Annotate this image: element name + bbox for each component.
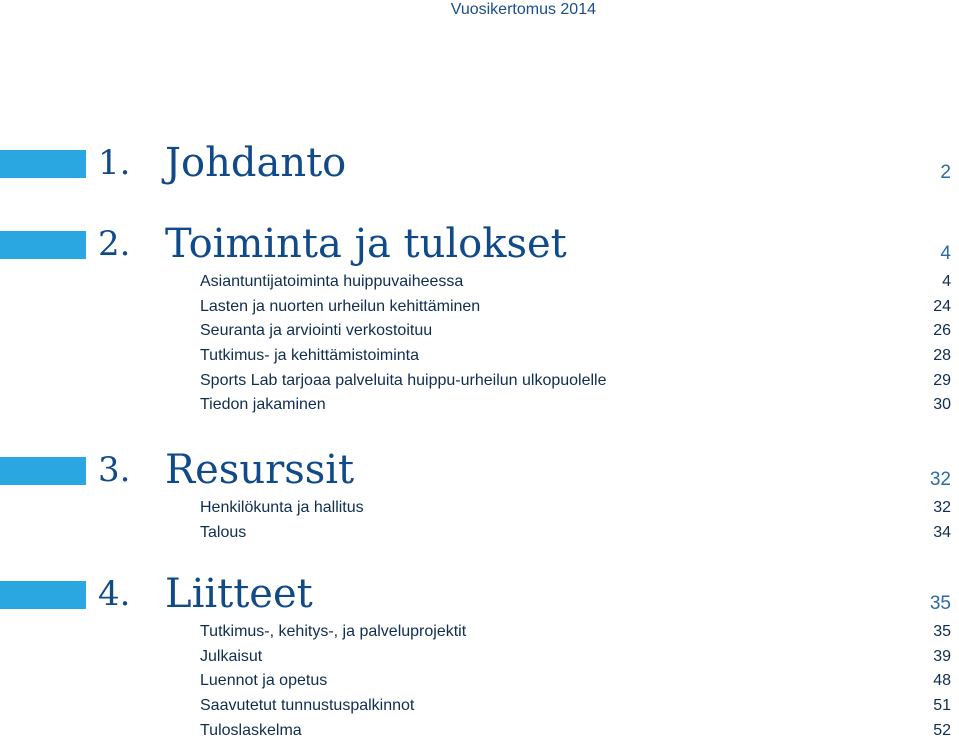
toc-item[interactable] <box>200 620 951 645</box>
toc-item[interactable] <box>200 669 951 694</box>
toc-item[interactable] <box>200 393 951 418</box>
toc-item-label: Henkilökunta ja hallitus <box>200 499 364 516</box>
section-number: 4. <box>98 574 131 614</box>
section-accent-bar <box>0 457 86 485</box>
toc-item-label: Tiedon jakaminen <box>200 396 326 414</box>
toc-subitems-section-4 <box>200 620 951 743</box>
toc-item-page: 26 <box>933 322 951 340</box>
toc-item-page: 28 <box>933 347 951 365</box>
toc-item-label: Tutkimus- ja kehittämistoiminta <box>200 347 420 365</box>
toc-item-page: 39 <box>933 647 951 665</box>
section-page-number: 32 <box>929 469 951 490</box>
toc-item[interactable] <box>200 496 951 521</box>
section-page-number: 4 <box>940 243 951 264</box>
section-number: 2. <box>98 224 131 264</box>
toc-item-page: 48 <box>933 672 951 690</box>
toc-item-label: Saavutetut tunnustuspalkinnot <box>200 697 415 715</box>
toc-item-label: Julkaisut <box>200 647 263 665</box>
section-number: 3. <box>98 450 131 490</box>
toc-item-label: Asiantuntijatoiminta huippuvaiheessa <box>200 273 464 290</box>
section-accent-bar <box>0 150 86 178</box>
toc-item[interactable] <box>200 270 951 295</box>
toc-item[interactable] <box>200 319 951 344</box>
toc-item[interactable] <box>200 645 951 670</box>
toc-item-page: 51 <box>933 697 951 715</box>
section-title[interactable]: Liitteet <box>165 571 313 617</box>
toc-item-page: 52 <box>933 721 951 739</box>
toc-item-page: 32 <box>933 499 951 516</box>
toc-item-label: Lasten ja nuorten urheilun kehittäminen <box>200 297 481 315</box>
section-page-number: 35 <box>929 593 951 614</box>
toc-item[interactable] <box>200 344 951 369</box>
section-accent-bar <box>0 581 86 609</box>
toc-item-page: 4 <box>942 273 951 290</box>
toc-item-label: Sports Lab tarjoaa palveluita huippu-urheilun ulkopuolelle <box>200 371 607 389</box>
toc-item-page: 34 <box>933 523 951 541</box>
toc-item-page: 30 <box>933 396 951 414</box>
report-title: Vuosikertomus 2014 <box>450 1 596 18</box>
toc-item[interactable] <box>200 369 951 394</box>
section-title[interactable]: Johdanto <box>165 140 347 186</box>
section-title[interactable]: Resurssit <box>165 447 355 493</box>
toc-item-page: 24 <box>933 297 951 315</box>
toc-item-label: Luennot ja opetus <box>200 672 328 690</box>
section-number: 1. <box>98 143 131 183</box>
section-page-number: 2 <box>940 162 951 183</box>
toc-item-label: Seuranta ja arviointi verkostoituu <box>200 322 433 340</box>
toc-item-page: 29 <box>933 371 951 389</box>
toc-subitems-section-3 <box>200 496 951 545</box>
section-accent-bar <box>0 231 86 259</box>
toc-item[interactable] <box>200 719 951 743</box>
toc-subitems-section-2 <box>200 270 951 418</box>
toc-item-label: Tutkimus-, kehitys-, ja palveluprojektit <box>200 623 467 640</box>
toc-item[interactable] <box>200 694 951 719</box>
toc-item-label: Tuloslaskelma <box>200 721 302 739</box>
section-title[interactable]: Toiminta ja tulokset <box>165 221 567 267</box>
toc-item[interactable] <box>200 521 951 546</box>
toc-item[interactable] <box>200 295 951 320</box>
toc-item-label: Talous <box>200 523 247 541</box>
toc-item-page: 35 <box>933 623 951 640</box>
